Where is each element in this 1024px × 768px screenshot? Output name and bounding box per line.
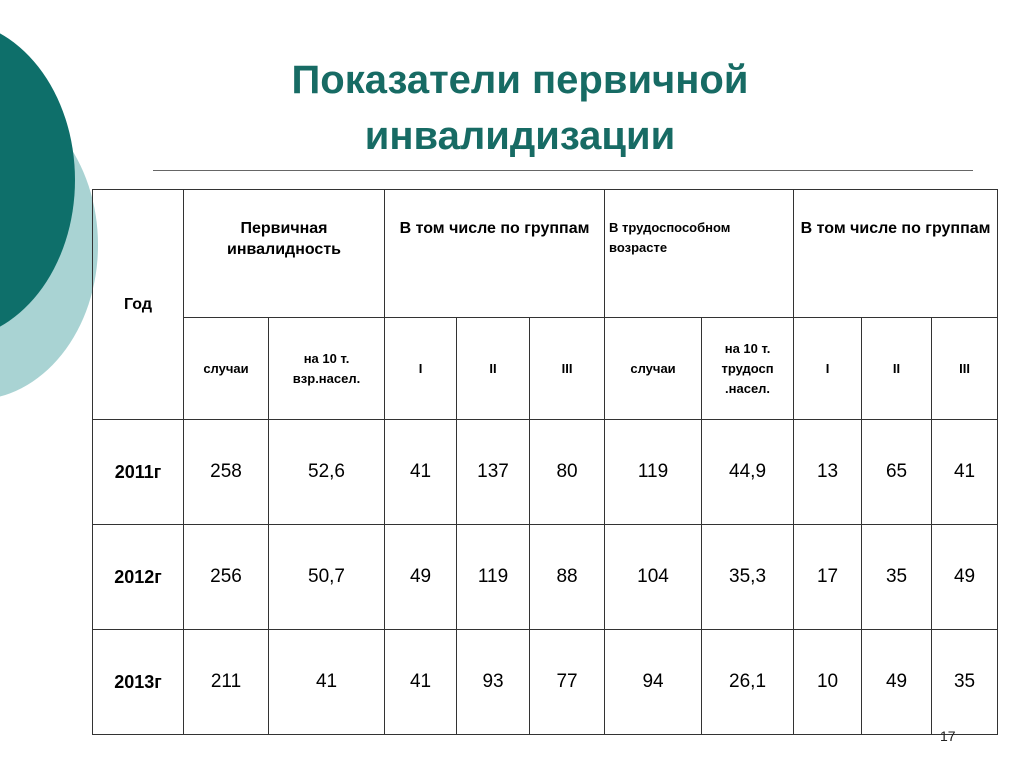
value-cell: 211 [184, 630, 269, 735]
value-cell: 10 [794, 630, 862, 735]
value-cell: 94 [605, 630, 702, 735]
year-cell: 2011г [93, 420, 184, 525]
value-cell: 49 [862, 630, 932, 735]
sub-header: I [794, 318, 862, 420]
sub-header: I [385, 318, 457, 420]
able-age-header: В трудоспособном возрасте [605, 190, 794, 318]
value-cell: 52,6 [269, 420, 385, 525]
value-cell: 50,7 [269, 525, 385, 630]
value-cell: 41 [932, 420, 998, 525]
value-cell: 119 [457, 525, 530, 630]
slide-title: Показатели первичной инвалидизации [291, 58, 749, 158]
sub-header: II [862, 318, 932, 420]
value-cell: 93 [457, 630, 530, 735]
value-cell: 104 [605, 525, 702, 630]
page-number: 17 [940, 728, 956, 744]
year-header: Год [93, 190, 184, 420]
value-cell: 26,1 [702, 630, 794, 735]
value-cell: 41 [269, 630, 385, 735]
primary-header: Первичная инвалидность [184, 190, 385, 318]
sub-header: на 10 т. трудосп .насел. [702, 318, 794, 420]
sub-header: III [932, 318, 998, 420]
value-cell: 256 [184, 525, 269, 630]
header-row-top [93, 190, 998, 318]
sub-header: случаи [605, 318, 702, 420]
value-cell: 13 [794, 420, 862, 525]
groups-header-2: В том числе по группам [794, 190, 998, 318]
year-cell: 2012г [93, 525, 184, 630]
value-cell: 137 [457, 420, 530, 525]
value-cell: 80 [530, 420, 605, 525]
sub-header: II [457, 318, 530, 420]
year-cell: 2013г [93, 630, 184, 735]
value-cell: 35 [932, 630, 998, 735]
value-cell: 77 [530, 630, 605, 735]
sub-header: на 10 т. взр.насел. [269, 318, 385, 420]
value-cell: 41 [385, 630, 457, 735]
value-cell: 88 [530, 525, 605, 630]
value-cell: 258 [184, 420, 269, 525]
value-cell: 49 [385, 525, 457, 630]
value-cell: 44,9 [702, 420, 794, 525]
groups-header-1: В том числе по группам [385, 190, 605, 318]
table-row [93, 630, 998, 735]
value-cell: 119 [605, 420, 702, 525]
value-cell: 41 [385, 420, 457, 525]
sub-header: III [530, 318, 605, 420]
header-row-sub [93, 318, 998, 420]
disability-table [92, 189, 998, 735]
value-cell: 17 [794, 525, 862, 630]
value-cell: 35,3 [702, 525, 794, 630]
value-cell: 65 [862, 420, 932, 525]
table-row [93, 525, 998, 630]
value-cell: 35 [862, 525, 932, 630]
title-divider [153, 170, 973, 171]
value-cell: 49 [932, 525, 998, 630]
table-row [93, 420, 998, 525]
sub-header: случаи [184, 318, 269, 420]
